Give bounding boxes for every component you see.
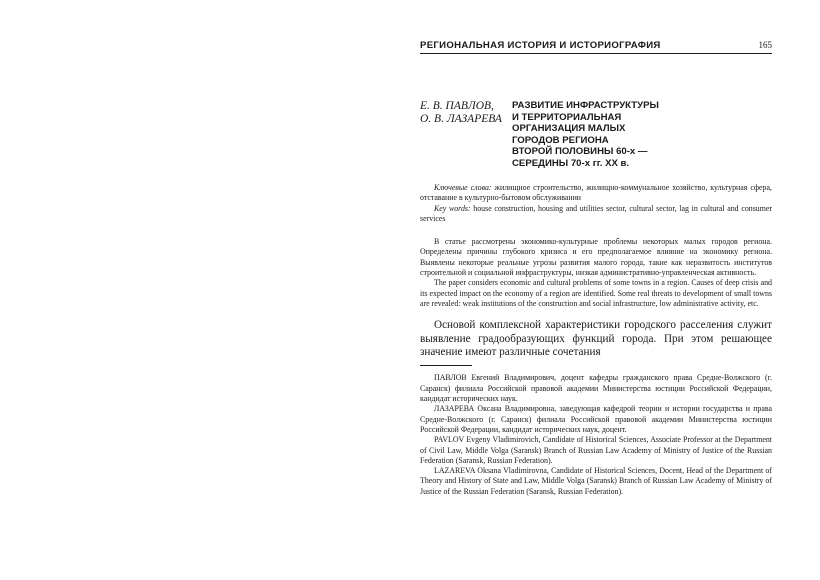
running-title: РЕГИОНАЛЬНАЯ ИСТОРИЯ И ИСТОРИОГРАФИЯ xyxy=(420,40,661,51)
author-notes xyxy=(420,373,772,497)
author-note: ПАВЛОВ Евгений Владимирович, доцент кафедры гражданского права Средне-Волжского (г. Саранск) филиала Российской правовой академии Министерства юстиции Российской Федерации, кандидат исторических наук. xyxy=(420,373,772,404)
body-lead-paragraph: Основой комплексной характеристики городского расселения служит выявление градообразующих функций города. При этом решающее значение имеют различные сочетания xyxy=(420,319,772,359)
journal-page xyxy=(420,40,772,497)
title-line: ГОРОДОВ РЕГИОНА xyxy=(512,134,609,146)
title-block xyxy=(420,100,772,169)
running-header xyxy=(420,40,772,54)
keywords-en-label: Key words: xyxy=(434,203,471,213)
author-pavlov: Е. В. ПАВЛОВ, xyxy=(420,100,494,112)
author-lazareva: О. В. ЛАЗАРЕВА xyxy=(420,113,502,126)
keywords-block xyxy=(420,183,772,224)
title-line: РАЗВИТИЕ ИНФРАСТРУКТУРЫ xyxy=(512,100,659,111)
abstract-block xyxy=(420,237,772,309)
article-title xyxy=(510,100,772,169)
keywords-ru-label: Ключевые слова: xyxy=(434,183,492,192)
author-note: ЛАЗАРЕВА Оксана Владимировна, заведующая кафедрой теории и истории государства и права Средне-Волжского (г. Саранск) филиала Российской правовой академии Министерства юстиции Российской Федерации, кандидат исторических наук, доцент. xyxy=(420,404,772,434)
page-number: 165 xyxy=(758,40,772,50)
footnote-divider xyxy=(420,365,472,366)
title-line: ОРГАНИЗАЦИЯ МАЛЫХ xyxy=(512,123,626,134)
title-line: И ТЕРРИТОРИАЛЬНАЯ xyxy=(512,111,622,123)
author-note: PAVLOV Evgeny Vladimirovich, Candidate of Historical Sciences, Associate Professor at the Department of Civil Law, Middle Volga (Saransk) Branch of Russian Law Academy of Ministry of Justice of the Russian Federation (Saransk, Russian Federation). xyxy=(420,435,772,465)
authors xyxy=(420,100,510,169)
keywords-en xyxy=(420,204,772,225)
abstract-ru: В статье рассмотрены экономико-культурные проблемы некоторых малых городов региона. Определены причины глубокого кризиса и его предполагаемое влияние на экономику региона. Выявлены некоторые реальные угрозы развития малого города, такие как неразвитость институтов строительной и социальной инфраструктуры, низкая административно-управленческая активность. xyxy=(420,237,772,278)
keywords-ru xyxy=(420,183,772,204)
title-line: ВТОРОЙ ПОЛОВИНЫ 60-х — xyxy=(512,146,648,157)
title-line: СЕРЕДИНЫ 70-х гг. XX в. xyxy=(512,157,630,169)
abstract-en: The paper considers economic and cultural problems of some towns in a region. Causes of deep crisis and its expected impact on the economy of a region are identified. Some real threats to development of small towns are revealed: weak institutions of the construction and social infrastructure, low administrative activity, etc. xyxy=(420,278,772,308)
author-note: LAZAREVA Oksana Vladimirovna, Candidate of Historical Sciences, Docent, Head of the Department of Theory and History of State and Law, Middle Volga (Saransk) Branch of Russian Law Academy of Ministry of Justice of the Russian Federation (Saransk, Russian Federation). xyxy=(420,466,772,496)
keywords-ru-text: жилищное строительство, жилищно-коммунальное хозяйство, культурная сфера, отставание в культурно-бытовом обслуживании xyxy=(420,183,772,203)
keywords-en-text: house construction, housing and utilities sector, cultural sector, lag in cultural and consumer services xyxy=(420,203,772,223)
